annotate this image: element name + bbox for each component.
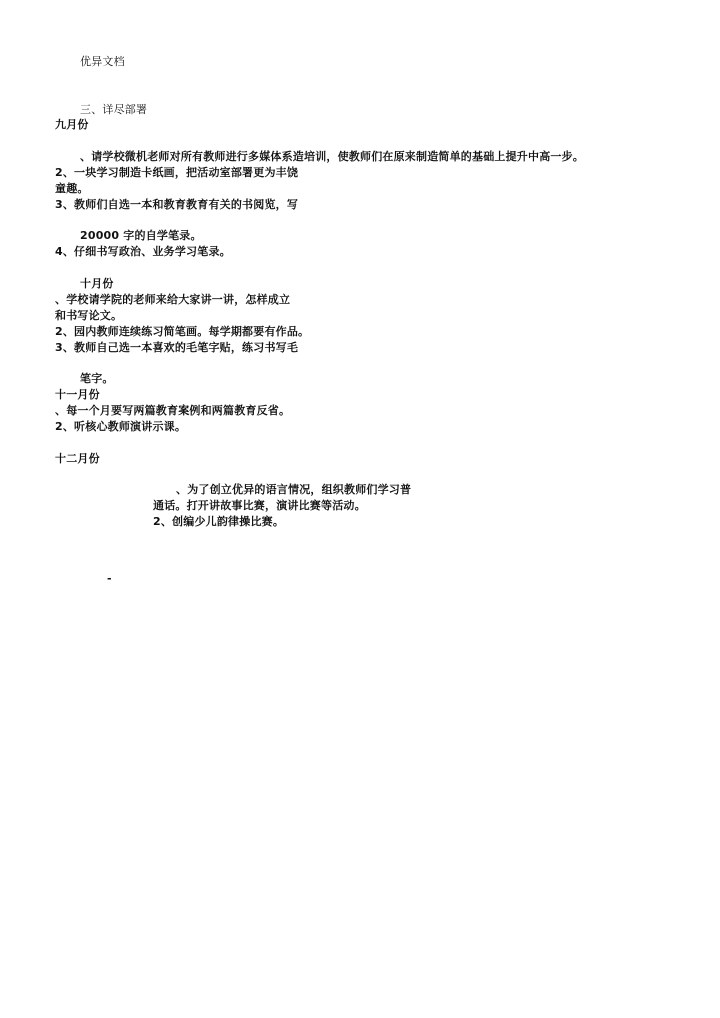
list-item: 、请学校微机老师对所有教师进行多媒体系造培训，使教师们在原来制造简单的基础上提升中高一步。: [80, 150, 584, 163]
list-item: 3、教师自己选一本喜欢的毛笔字贴，练习书写毛: [55, 341, 299, 354]
month-heading-september: 九月份: [55, 118, 89, 131]
list-item: 、为了创立优异的语言情况，组织教师们学习普: [176, 483, 412, 496]
list-item: 2、园内教师连续练习简笔画。每学期都要有作品。: [55, 325, 310, 338]
month-heading-october: 十月份: [80, 277, 114, 290]
list-item: 4、仔细书写政治、业务学习笔录。: [55, 245, 231, 258]
list-item: 、学校请学院的老师来给大家讲一讲，怎样成立: [55, 293, 291, 306]
month-heading-december: 十二月份: [55, 452, 100, 465]
list-item: 2、一块学习制造卡纸画，把活动室部署更为丰饶: [55, 166, 299, 179]
list-item: 3、教师们自选一本和教育教育有关的书阅览，写: [55, 198, 299, 211]
list-item: 2、听核心教师演讲示课。: [55, 420, 187, 433]
list-item: 2、创编少儿韵律操比赛。: [153, 515, 285, 528]
list-item: 和书写论文。: [55, 309, 123, 322]
month-heading-november: 十一月份: [55, 388, 100, 401]
section-title: 三、详尽部署: [80, 103, 148, 116]
document-header-label: 优异文档: [80, 55, 125, 68]
list-item: 童趣。: [55, 182, 89, 195]
list-item: 通话。打开讲故事比赛，演讲比赛等活动。: [153, 499, 366, 512]
list-item: 、每一个月要写两篇教育案例和两篇教育反省。: [55, 404, 291, 417]
list-item: 20000 字的自学笔录。: [80, 229, 202, 242]
page-footer-mark: -: [107, 572, 112, 585]
list-item: 笔字。: [80, 372, 114, 385]
